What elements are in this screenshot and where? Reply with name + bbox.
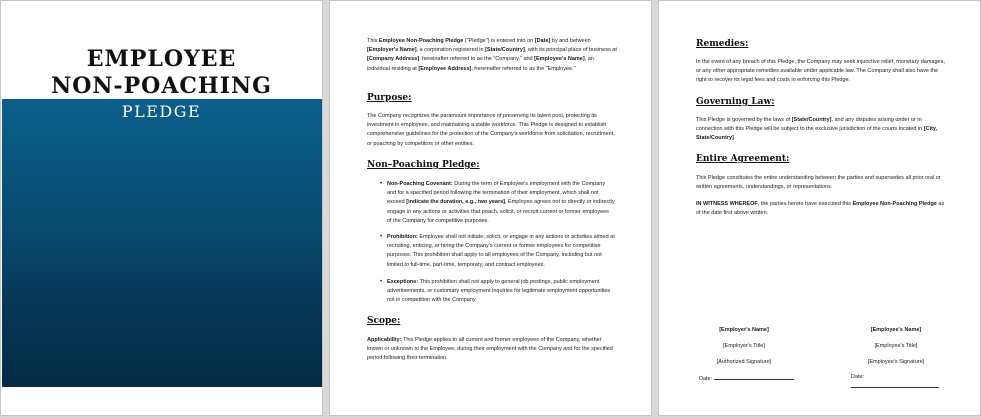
cover-title-line2: NON-POACHING: [51, 73, 272, 99]
remedies-paragraph: In the event of any breach of this Pledge, the Company may seek injunctive relief, monetary damages, or any other appropriate remedies available under applicable law. The Company shall also have the right to recover its legal fees and costs in enforcing this Pledge.: [696, 59, 945, 84]
remedies-heading: Remedies:: [696, 39, 749, 49]
employee-date-row: [841, 373, 951, 391]
employer-signature-block: [689, 326, 799, 383]
cover-title-line1: EMPLOYEE: [86, 46, 237, 72]
scope-heading: Scope:: [367, 316, 401, 326]
non-poaching-heading: Non–Poaching Pledge:: [367, 160, 480, 170]
purpose-heading: Purpose:: [367, 93, 412, 103]
employer-date-label: Date:: [699, 376, 713, 382]
document-page-2[interactable]: [329, 0, 652, 416]
list-item: • Exceptions: This prohibition shall not apply to general job postings, public employment advertisements, or customary employment inquiries for legitimate employment opportunities not in competition with the Company.: [387, 278, 615, 306]
list-item: • Prohibition: Employee shall not initiate, solicit, or engage in any actions or activities aimed at recruiting, enticing, or hiring the Company's current or former employees for competitive purposes. This prohibition shall apply to all employees of the Company, including but not limited to full-time, part-time, temporary, and contract employees.: [387, 233, 615, 270]
employee-date-label: Date:: [851, 374, 865, 380]
employee-signature: [Employee's Signature]: [867, 359, 925, 365]
employer-signature: [Authorized Signature]: [716, 359, 772, 365]
employer-title: [Employer's Title]: [723, 343, 765, 349]
employee-signature-block: [841, 326, 951, 391]
entire-agreement-heading: Entire Agreement:: [696, 154, 790, 164]
employer-date-field[interactable]: [714, 373, 794, 380]
list-item: • Non-Poaching Covenant: During the term of Employee's employment with the Company and for a specified period following the termination of their employment, which shall not exceed [indicate the duration, e.g., two years], Employee agrees not to directly or indirectly engage in any actions or activities that poach, solicit, or recruit current or former employees of the Company for competitive purposes.: [387, 180, 615, 226]
scope-paragraph: Applicability: This Pledge applies to all current and former employees of the Company, whether known or unknown to the Employee, during their employment with the Company and for the specified period following their termination.: [367, 337, 613, 362]
document-page-3[interactable]: [658, 0, 981, 416]
governing-law-paragraph: This Pledge is governed by the laws of [State/Country], and any disputes arising under or in connection with this Pledge will be subject to the exclusive jurisdiction of the courts located in [City, State/Country].: [696, 117, 938, 142]
intro-paragraph: This Employee Non-Poaching Pledge ("Pledge") is entered into on [Date] by and between [Employer's Name], a corporation registered in [State/Country], with its principal place of business at [Company Address], hereinafter referred to as the "Company," and [Employee's Name], an individual residing at [Employee Address], hereinafter referred to as the "Employee.": [367, 38, 617, 72]
cover-color-band: [2, 99, 322, 387]
employee-date-field[interactable]: [851, 381, 939, 388]
entire-agreement-paragraph: This Pledge constitutes the entire understanding between the parties and supersedes all prior oral or written agreements, understandings, or representations.: [696, 175, 941, 191]
employee-title: [Employee's Title]: [874, 343, 918, 349]
employee-name: [Employee's Name]: [870, 327, 922, 333]
governing-law-heading: Governing Law:: [696, 97, 775, 107]
cover-subtitle: PLEDGE: [121, 102, 202, 121]
cover-page[interactable]: [0, 0, 323, 416]
employer-date-row: [689, 373, 799, 383]
purpose-paragraph: The Company recognizes the paramount importance of preserving its talent pool, protecting its investment in employees, and maintaining a stable workforce. This Pledge is designed to establish comprehensive guidelines for the protection of the Company's workforce from solicitation, recruitment, or poaching by competitors or other entities.: [367, 113, 615, 147]
witness-paragraph: IN WITNESS WHEREOF, the parties hereto have executed this Employee Non-Poaching Pledge as of the date first above written.: [696, 201, 945, 217]
employer-name: [Employer's Name]: [719, 327, 769, 333]
